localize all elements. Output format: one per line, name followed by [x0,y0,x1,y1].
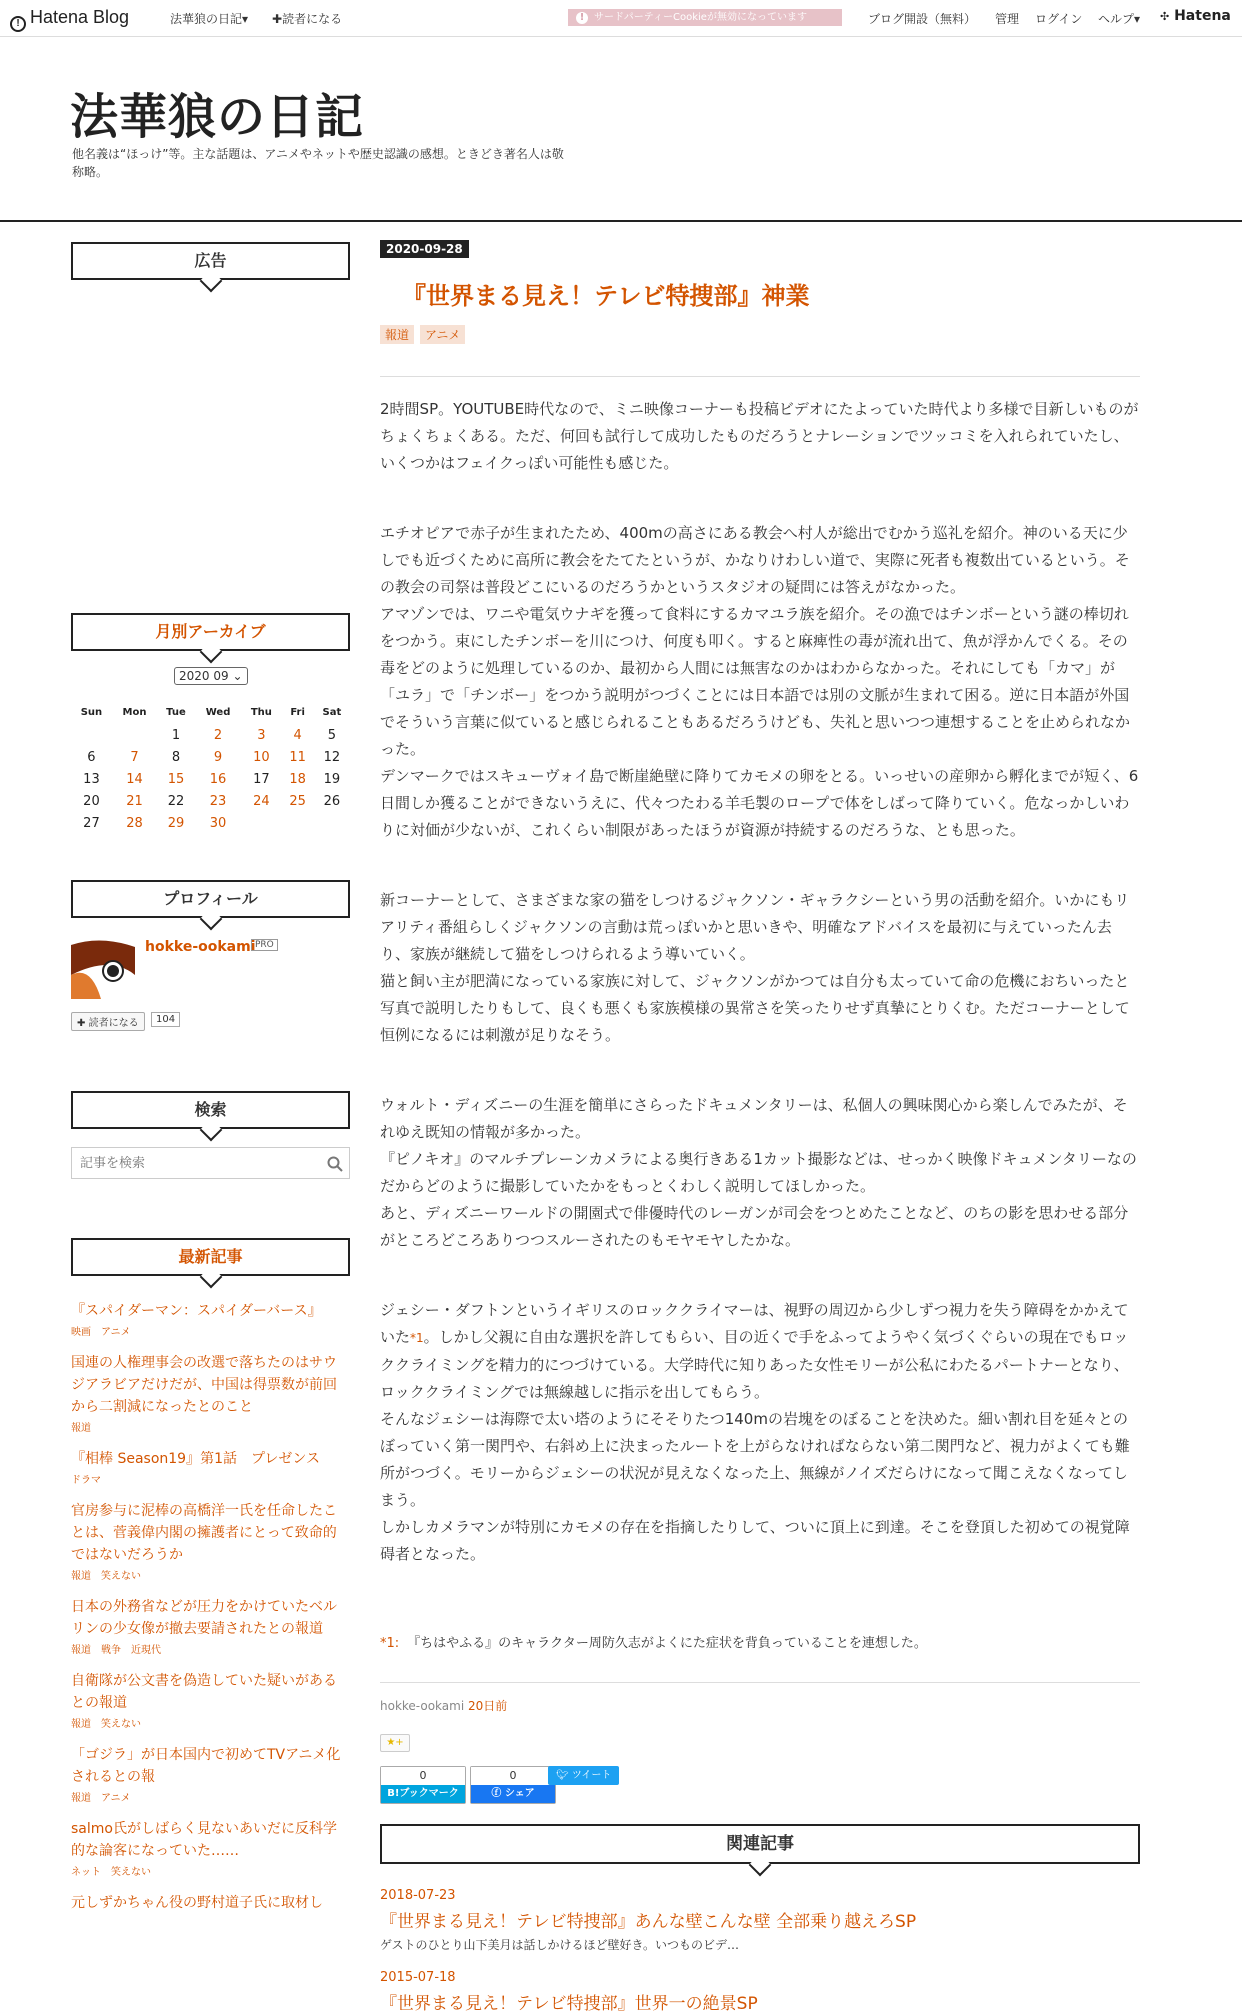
calendar-empty-cell [314,812,350,834]
calendar-day: 20 [83,793,100,809]
recent-entry-categories [71,1863,350,1878]
related-entry-title[interactable]: 『世界まる見え！テレビ特捜部』世界一の絶景SP [380,1994,758,2014]
recent-entry-categories [71,1567,350,1582]
title-arrow [749,1854,772,1877]
calendar-day[interactable]: 14 [126,771,143,787]
calendar-day: 8 [171,749,181,765]
calendar-day[interactable]: 29 [167,815,185,831]
calendar-day[interactable]: 15 [167,771,185,787]
blog-description: 他名義は“ほっけ”等。主な話題は、アニメやネットや歴史認識の感想。ときどき著名人は敬称略。 [72,147,564,179]
facebook-icon: ⓕ [491,1788,502,1799]
chevron-down-icon: ⌄ [232,669,243,683]
warning-icon: ! [576,12,588,24]
hatena-topbar [0,0,1242,37]
category-link[interactable]: 報道 [71,1793,91,1804]
related-entry [380,1970,1140,2014]
profile-module-title: プロフィール [71,880,350,918]
calendar-day[interactable]: 10 [253,749,270,765]
weekday-header: Fri [290,706,305,718]
calendar-day[interactable]: 3 [257,727,266,743]
calendar-empty-cell [281,812,313,834]
hatena-blog-logo[interactable]: ! Hatena Blog [10,7,129,32]
topbar-link-help[interactable]: ヘルプ▾ [1098,12,1141,26]
calendar-empty-cell [112,724,157,746]
avatar-image [71,935,135,999]
title-arrow [199,270,222,293]
category-tag[interactable]: 報道 [380,325,414,344]
entry-paragraph: エチオピアで赤子が生まれたため、400mの高さにある教会へ村人が総出でむかう巡礼を紹介。神のいる天に少しでも近づくために高所に教会をたてたというが、かなりけわしい道で、実際に死者も複数出ているという。その教会の司祭は普段どこにいるのだろうかというスタジオの疑問には答えがなかった。 アマゾンでは、ワニや電気ウナギを獲って食料にするカマユラ族を紹介。その漁ではチンボーという謎の棒切れをつかう。束にしたチンボーを川につけ、何度も叩く。すると麻痺性の毒が流れ出て、魚が浮かんでくる。その毒をどのように処理しているのか、最初から人間には無害なのかはわからなかった。それにしても「カマ」が「ユラ」で「チンボー」をつかう説明がつづくことには日本語では別の文脈が生まれて困る。逆に日本語が外国でそういう言葉に似ていると感じられることもあるだろうけども、失礼と思いつつ連想することを止められなかった。 デンマークではスキューヴォイ島で断崖絶壁に降りてカモメの卵をとる。いっせいの産卵から孵化までが短く、6日間しか獲ることができないうえに、代々つたわる羊毛製のロープで体をしばって降りていく。危なっかしいわりに対価が少ないが、これくらい制限があったほうが資源が持続するのだろうな、とも思った。 [380,524,1139,839]
header-divider [0,220,1242,222]
search-input[interactable] [71,1147,350,1179]
recent-entries-list [71,1300,350,1928]
title-arrow [199,1266,222,1289]
weekday-header: Tue [166,706,186,718]
recent-entry-categories [71,1789,350,1804]
recent-entry [71,1744,350,1804]
blog-title[interactable]: 法華狼の日記 [70,89,365,145]
weekday-header: Mon [122,706,147,718]
recent-entry-title[interactable]: 「ゴジラ」が日本国内で初めてTVアニメ化されるとの報 [71,1747,341,1785]
archive-calendar [71,700,350,834]
calendar-day[interactable]: 16 [209,771,227,787]
category-link[interactable]: 報道 [71,1571,91,1582]
related-entry-date[interactable]: 2018-07-23 [380,1888,456,1903]
category-link[interactable]: 笑えない [101,1571,141,1582]
hatena-logo[interactable]: ✣ Hatena [1160,8,1231,24]
calendar-week [71,812,350,834]
calendar-day[interactable]: 21 [126,793,143,809]
archive-month-select[interactable]: 2020 09 ⌄ [174,667,248,685]
weekday-header: Sun [80,706,103,718]
footnote-number[interactable]: *1: [380,1636,400,1651]
category-link[interactable]: 戦争 [101,1645,121,1656]
plus-icon: ✚ [272,12,283,26]
calendar-day[interactable]: 30 [209,815,227,831]
calendar-day[interactable]: 11 [289,749,306,765]
bookmark-label: B!ブックマーク [381,1785,465,1803]
recent-entry-title[interactable]: 『スパイダーマン：スパイダーバース』 [71,1303,322,1319]
subscriber-count[interactable]: 104 [151,1012,180,1027]
calendar-day[interactable]: 9 [213,749,223,765]
ad-module-title: 広告 [71,242,350,280]
topbar-link-login[interactable]: ログイン [1035,12,1083,26]
recent-entry-categories [71,1641,350,1656]
related-entry-snippet: ゲストのひとり山下美月は話しかけるほど壁好き。いつものビデ… [380,1938,740,1952]
category-link[interactable]: 笑えない [111,1867,151,1878]
recent-entry-title[interactable]: 『相棒 Season19』第1話 プレゼンス [71,1451,321,1467]
category-link[interactable]: 報道 [71,1423,91,1434]
calendar-day: 13 [83,771,100,787]
profile-subscribe-button[interactable]: ✚ 読者になる [71,1012,145,1031]
caret-down-icon: ▾ [1134,12,1141,26]
entry-paragraph: ウォルト・ディズニーの生涯を簡単にさらったドキュメンタリーは、私個人の興味関心から楽しんでみたが、それゆえ既知の情報が多かった。 『ピノキオ』のマルチプレーンカメラによる奥行きある1カット撮影などは、せっかく映像ドキュメンタリーなのだからどのように撮影していたかをもっとくわしく説明してほしかった。 あと、ディズニーワールドの開園式で俳優時代のレーガンが司会をつとめたことなど、のちの影を思わせる部分がところどころありつつスルーされたのもモヤモヤしたかな。 [380,1096,1137,1249]
title-arrow [199,908,222,931]
recent-entry [71,1670,350,1730]
blog-menu[interactable]: 法華狼の日記▾ [170,12,249,26]
cookie-warning[interactable]: ! サードパーティーCookieが無効になっています [568,9,842,26]
calendar-week [71,768,350,790]
topbar-link-admin[interactable]: 管理 [995,12,1020,26]
entry-date[interactable]: 2020-09-28 [380,240,469,258]
recent-entry-categories [71,1471,350,1486]
calendar-day: 27 [83,815,100,831]
calendar-day: 6 [87,749,96,765]
recent-entry-title[interactable]: 日本の外務省などが圧力をかけていたベルリンの少女像が撤去要請されたとの報道 [71,1599,337,1637]
recent-entry-title[interactable]: 国連の人権理事会の改選で落ちたのはサウジアラビアだけだが、中国は得票数が前回から二割減になったとのこと [71,1355,337,1415]
recent-module-title[interactable]: 最新記事 [71,1238,350,1276]
entry-paragraph: 2時間SP。YOUTUBE時代なので、ミニ映像コーナーも投稿ビデオにたよっていた時代より多様で目新しいものがちょくちょくある。ただ、何回も試行して成功したものだろうとナレーションでツッコミを入れられていたし、いくつかはフェイクっぽい可能性も感じた。 [380,400,1139,472]
recent-entry-categories [71,1419,350,1434]
category-link[interactable]: 報道 [71,1645,91,1656]
entry-categories [380,324,471,344]
category-link[interactable]: ネット [71,1867,101,1878]
recent-entry [71,1892,350,1914]
category-link[interactable]: 報道 [71,1719,91,1730]
recent-entry [71,1448,350,1486]
facebook-share-label: ⓕ シェア [471,1785,555,1803]
category-link[interactable]: アニメ [101,1793,131,1804]
category-link[interactable]: 笑えない [101,1719,141,1730]
topbar-link-create-blog[interactable]: ブログ開設（無料） [868,12,977,26]
calendar-day[interactable]: 2 [213,727,223,743]
category-link[interactable]: 映画 [71,1327,91,1338]
twitter-bird-icon: 🐦︎ [556,1770,569,1781]
tweet-button[interactable]: 🐦︎ ツイート [548,1766,619,1785]
weekday-header: Wed [205,706,231,718]
search-icon[interactable] [326,1155,344,1173]
recent-entry-title[interactable]: 自衛隊が公文書を偽造していた疑いがあるとの報道 [71,1673,337,1711]
calendar-empty-cell [241,812,281,834]
hatena-bookmark-button[interactable] [380,1766,466,1804]
calendar-day: 1 [171,727,181,743]
category-link[interactable]: アニメ [101,1327,131,1338]
recent-entry [71,1500,350,1582]
calendar-day[interactable]: 4 [293,727,302,743]
related-entries-title: 関連記事 [380,1824,1140,1864]
title-arrow [199,641,222,664]
calendar-day[interactable]: 18 [289,771,306,787]
category-link[interactable]: 近現代 [131,1645,161,1656]
calendar-day: 19 [323,771,341,787]
plus-icon: ✚ [77,1018,86,1029]
recent-entry-title[interactable]: salmo氏がしばらく見ないあいだに反科学的な論客になっていた…… [71,1821,337,1859]
facebook-share-button[interactable] [470,1766,556,1804]
calendar-day[interactable]: 24 [253,793,270,809]
calendar-day[interactable]: 28 [126,815,143,831]
recent-entry [71,1352,350,1434]
calendar-day: 12 [323,749,341,765]
calendar-day: 17 [253,771,270,787]
category-link[interactable]: ドラマ [71,1475,101,1486]
related-entry-title[interactable]: 『世界まる見え！テレビ特捜部』あんな壁こんな壁 全部乗り越えろSP [380,1912,917,1932]
category-tag[interactable]: アニメ [420,325,465,344]
calendar-day[interactable]: 23 [209,793,227,809]
divider [380,1682,1140,1683]
footnote-ref-link[interactable]: *1 [410,1331,424,1345]
recent-entry-categories [71,1715,350,1730]
related-entry [380,1888,1140,1953]
recent-entry-title[interactable]: 官房参与に泥棒の高橋洋一氏を任命したことは、菅義偉内閣の擁護者にとって致命的ではないだろうか [71,1503,337,1563]
calendar-day: 22 [167,793,185,809]
title-arrow [199,1119,222,1142]
entry-footer [380,1697,507,1714]
entry-content [380,396,1140,1611]
calendar-empty-cell [71,724,112,746]
related-entry-date[interactable]: 2015-07-18 [380,1970,456,1985]
recent-entry-title[interactable]: 元しずかちゃん役の野村道子氏に取材し [71,1895,323,1911]
avatar[interactable] [71,935,135,999]
weekday-header: Sat [322,706,342,718]
divider [380,376,1140,377]
entry-title[interactable]: 『世界まる見え！テレビ特捜部』神業 [402,282,810,310]
calendar-day: 5 [327,727,337,743]
recent-entry [71,1818,350,1878]
entry-paragraph: ジェシー・ダフトンというイギリスのロッククライマーは、視野の周辺から少しずつ視力を失う障碍をかかえていた*1。しかし父親に自由な選択を許してもらい、目の近くで手をふってようやく気づくぐらいの現在でもロッククライミングを精力的につづけている。大学時代に知りあった女性モリーが公私にわたるパートナーとなり、ロッククライミングでは無線越しに指示を出してもらう。 そんなジェシーは海際で太い塔のようにそそりたつ140mの岩塊をのぼることを決めた。細い割れ目を延々とのぼっていく第一関門や、右斜め上に決まったルートを上がらなければならない第二関門など、視力がよくても難所がつづく。モリーからジェシーの状況が見えなくなった上、無線がノイズだらけになって聞こえなくなってしまう。 しかしカメラマンが特別にカモメの存在を指摘したりして、ついに頂上に到達。そこを登頂した初めての視覚障碍者となった。 [380,1301,1130,1563]
archive-module-title[interactable]: 月別アーカイブ [71,613,350,651]
recent-entry-categories [71,1323,350,1338]
author-link[interactable]: hokke-ookami [380,1699,465,1713]
profile-name-link[interactable]: hokke-ookami [145,939,256,955]
weekday-header: Thu [250,706,272,718]
share-count: 0 [471,1767,555,1785]
permalink-time[interactable]: 20日前 [467,1699,508,1713]
topbar-subscribe-button[interactable]: ✚読者になる [272,12,343,26]
recent-entry [71,1596,350,1656]
add-star-button[interactable]: ★+ [380,1734,410,1752]
calendar-day: 26 [323,793,341,809]
calendar-week [71,746,350,768]
calendar-week [71,790,350,812]
footnote: *1: 『ちはやふる』のキャラクター周防久志がよくにた症状を背負っていることを連想した。 [380,1636,927,1651]
calendar-day[interactable]: 7 [130,749,139,765]
bookmark-count: 0 [381,1767,465,1785]
calendar-day[interactable]: 25 [289,793,306,809]
hatena-logo-icon: ! [10,16,26,32]
calendar-week [71,724,350,746]
entry-paragraph: 新コーナーとして、さまざまな家の猫をしつけるジャクソン・ギャラクシーという男の活動を紹介。いかにもリアリティ番組らしくジャクソンの言動は荒っぽいかと思いきや、明確なアドバイスを最初に与えていったん去り、家族が継続して猫をしつけられるよう導いていく。 猫と飼い主が肥満になっている家族に対して、ジャクソンがかつては自分も太っていて命の危機におちいったと写真で説明したりもして、良くも悪くも家族模様の異常さを笑ったりせず真摯にとりくむ。ただコーナーとして恒例になるには刺激が足りなそう。 [380,891,1130,1044]
recent-entry [71,1300,350,1338]
hatena-mark-icon: ✣ [1160,10,1170,23]
pro-badge: PRO [251,939,278,951]
caret-down-icon: ▾ [242,12,249,26]
search-module-title: 検索 [71,1091,350,1129]
